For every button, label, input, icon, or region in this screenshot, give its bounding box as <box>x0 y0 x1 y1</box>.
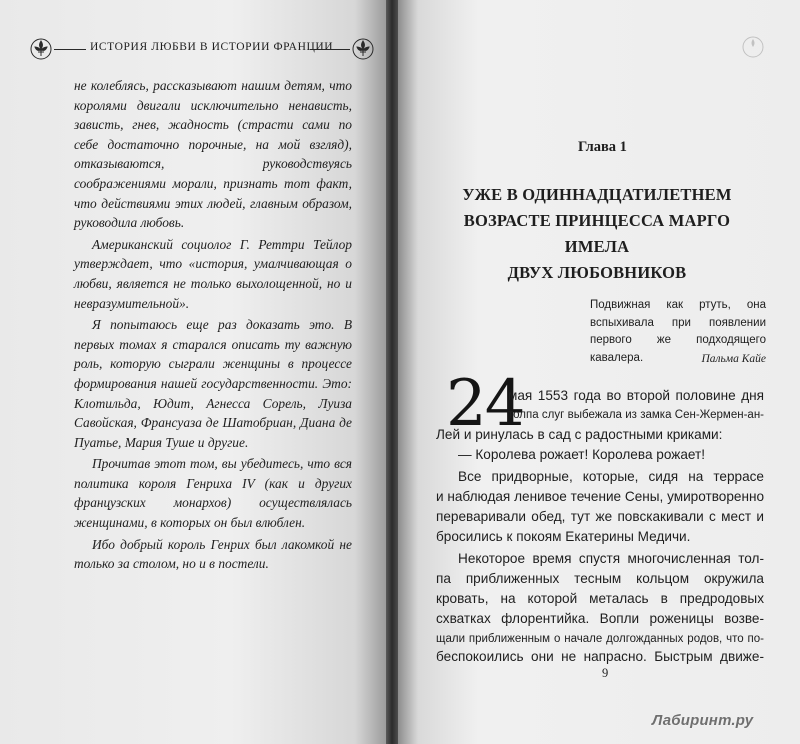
epigraph: Подвижная как ртуть, она вспыхивала при появлении первого же подходящего кавалера. <box>590 299 766 364</box>
fleur-de-lis-icon <box>30 38 52 60</box>
paragraph: Ибо добрый король Генрих был лакомкой не только за столом, но и в постели. <box>74 536 352 572</box>
text-line: и наблюдая ленивое течение Сены, умиротворенно <box>436 489 765 504</box>
text-line: беспокоились они не напрасно. Быстрым движе- <box>436 649 764 664</box>
paragraph: Прочитав этот том, вы убедитесь, что вся политика короля Генриха IV (как и других французских монархов) осуществлялась женщинами, в которых он был влюблен. <box>74 456 352 531</box>
text-line: па приближенных тесным кольцом окружила <box>436 571 764 586</box>
running-header-title: ИСТОРИЯ ЛЮБВИ В ИСТОРИИ ФРАНЦИИ <box>90 41 334 53</box>
fleur-de-lis-icon <box>352 38 374 60</box>
text-line: Все придворные, которые, сидя на террасе <box>458 469 764 484</box>
paragraph: Американский социолог Г. Реттри Тейлор утверждает, что «история, умалчивающая о любви, является не только выхолощенной, но и невразумительной». <box>74 236 352 311</box>
text-line: — Королева рожает! Королева рожает! <box>458 447 706 462</box>
left-page-body <box>74 76 352 574</box>
header-rule-right <box>310 49 350 50</box>
running-header <box>30 38 374 62</box>
chapter-number: Глава 1 <box>578 139 627 155</box>
chapter-title-line: ДВУХ ЛЮБОВНИКОВ <box>507 263 687 282</box>
chapter-title-line: ВОЗРАСТЕ ПРИНЦЕССА МАРГО ИМЕЛА <box>463 211 731 256</box>
paragraph: не колеблясь, рассказывают нашим детям, что королями двигали исключительно ненависть, зависть, гнев, жадность (страсти сами по себе достаточно порочные, на мой взгляд), отказываются, руководствуясь соображениями морали, признать тот факт, что действиями этих людей, главным образом, руководила любовь. <box>74 78 352 231</box>
faded-fleur-de-lis-icon <box>742 36 764 58</box>
text-line: кровать, на которой металась в предродовых <box>436 591 764 606</box>
paragraph: Я попытаюсь еще раз доказать это. В первых томах я старался описать ту важную роль, которую сыграли женщины в процессе формирования нашей государственности. Это: Клотильда, Юдит, Агнесса Сорель, Луиза Савойская, Франсуаза де Шатобриан, Диана де Пуатье, Мария Туше и другие. <box>74 317 352 450</box>
watermark-logo: Лабиринт.ру <box>652 712 754 729</box>
epigraph-author: Пальма Кайе <box>701 353 766 365</box>
text-line: толпа слуг выбежала из замка Сен-Жермен-ан- <box>508 409 764 421</box>
text-line: бросились к покоям Екатерины Медичи. <box>436 529 691 544</box>
text-line: переваривали обед, тут же повскакивали с мест и <box>436 509 764 524</box>
page-number: 9 <box>602 666 609 680</box>
drop-cap: 24 <box>446 367 524 441</box>
text-line: мая 1553 года во второй половине дня <box>508 388 764 403</box>
chapter-title <box>432 182 762 286</box>
text-line: щали приближенным о начале долгожданных родов, что по- <box>436 633 764 645</box>
text-line: Некоторое время спустя многочисленная тол- <box>458 551 764 566</box>
chapter-title-line: УЖЕ В ОДИННАДЦАТИЛЕТНЕМ <box>462 185 732 204</box>
header-rule-left <box>54 49 86 50</box>
text-line: Лей и ринулась в сад с радостными криками: <box>436 427 723 442</box>
text-line: схватках флорентийка. Вопли роженицы возве- <box>436 611 764 626</box>
book-gutter <box>386 0 398 744</box>
